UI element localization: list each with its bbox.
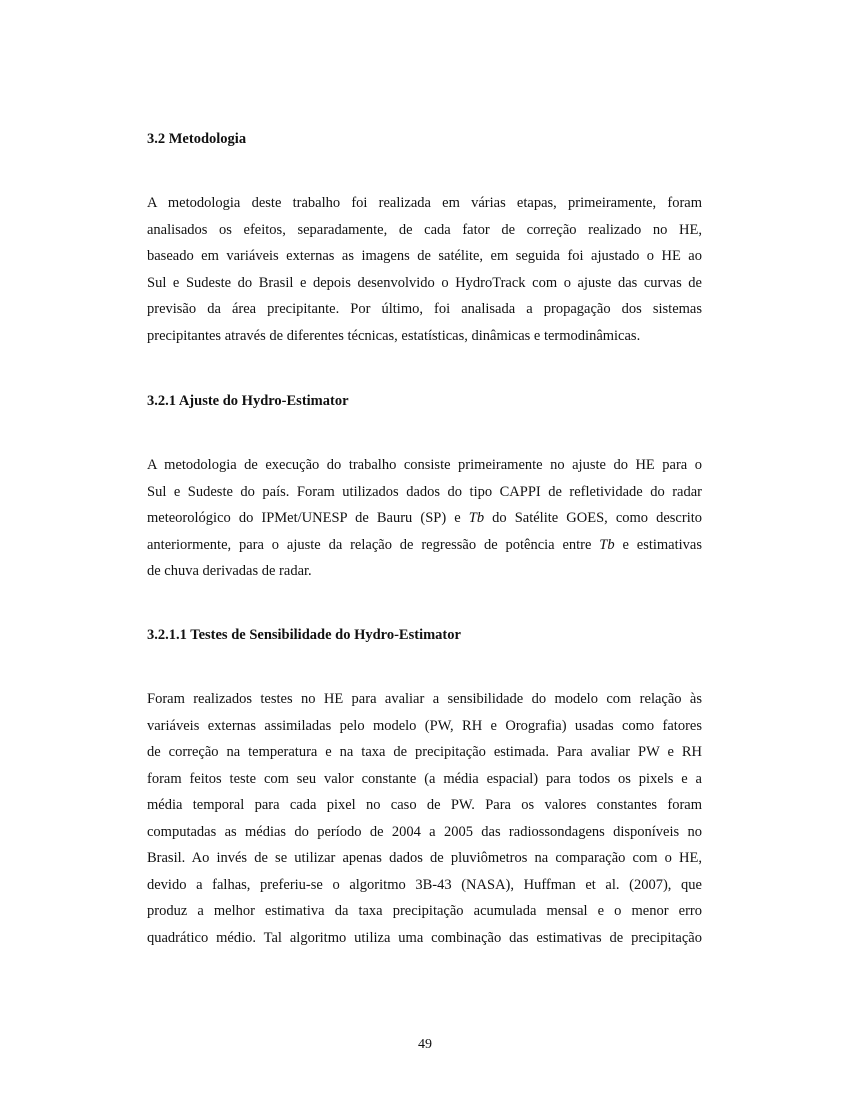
text-line: variáveis externas assimiladas pelo modelo (PW, RH e Orografia) usadas como fatores — [147, 717, 702, 734]
text-fragment: anteriormente, para o ajuste da relação de regressão de potência entre — [147, 536, 600, 553]
text-line: de correção na temperatura e na taxa de precipitação estimada. Para avaliar PW e RH — [147, 744, 702, 760]
paragraph-hydro-estimator-adjustment — [147, 452, 702, 585]
paragraph-sensitivity-tests — [147, 686, 702, 951]
text-line: Sul e Sudeste do Brasil e depois desenvolvido o HydroTrack com o ajuste das curvas de — [147, 274, 702, 291]
text-line: quadrático médio. Tal algoritmo utiliza uma combinação das estimativas de precipitação — [147, 929, 702, 946]
text-fragment: do Satélite GOES, como descrito — [484, 510, 703, 526]
text-fragment: e estimativas — [614, 536, 703, 553]
text-line: devido a falhas, preferiu-se o algoritmo 3B-43 (NASA), Huffman et al. (2007), que — [147, 876, 702, 893]
section-heading-3-2: 3.2 Metodologia — [147, 131, 247, 147]
text-line: Brasil. Ao invés de se utilizar apenas dados de pluviômetros na comparação com o HE, — [147, 850, 702, 866]
text-line: média temporal para cada pixel no caso de PW. Para os valores constantes foram — [147, 797, 702, 813]
page-number: 49 — [418, 1037, 432, 1052]
text-line: A metodologia de execução do trabalho consiste primeiramente no ajuste do HE para o — [147, 457, 702, 473]
text-line: analisados os efeitos, separadamente, de cada fator de correção realizado no HE, — [147, 221, 702, 238]
text-line — [147, 532, 702, 559]
text-line: A metodologia deste trabalho foi realizada em várias etapas, primeiramente, foram — [147, 195, 702, 211]
text-line: Foram realizados testes no HE para avaliar a sensibilidade do modelo com relação às — [147, 691, 702, 707]
section-heading-3-2-1-1: 3.2.1.1 Testes de Sensibilidade do Hydro-Estimator — [147, 627, 461, 643]
text-line — [147, 505, 702, 532]
text-line: previsão da área precipitante. Por último, foi analisada a propagação dos sistemas — [147, 301, 702, 317]
section-heading-3-2-1: 3.2.1 Ajuste do Hydro-Estimator — [147, 393, 349, 409]
text-line: precipitantes através de diferentes técnicas, estatísticas, dinâmicas e termodinâmicas. — [147, 327, 641, 344]
text-line: Sul e Sudeste do país. Foram utilizados dados do tipo CAPPI de refletividade do radar — [147, 483, 702, 500]
text-line: foram feitos teste com seu valor constante (a média espacial) para todos os pixels e a — [147, 770, 702, 787]
text-line: produz a melhor estimativa da taxa precipitação acumulada mensal e o menor erro — [147, 903, 702, 919]
text-line: de chuva derivadas de radar. — [147, 563, 312, 579]
paragraph-methodology — [147, 190, 702, 349]
text-line: computadas as médias do período de 2004 a 2005 das radiossondagens disponíveis no — [147, 823, 702, 840]
text-fragment: meteorológico do IPMet/UNESP de Bauru (SP) e — [147, 510, 469, 526]
tb-symbol: Tb — [468, 510, 485, 526]
text-line: baseado em variáveis externas as imagens de satélite, em seguida foi ajustado o HE ao — [147, 248, 702, 264]
tb-symbol: Tb — [599, 536, 615, 553]
